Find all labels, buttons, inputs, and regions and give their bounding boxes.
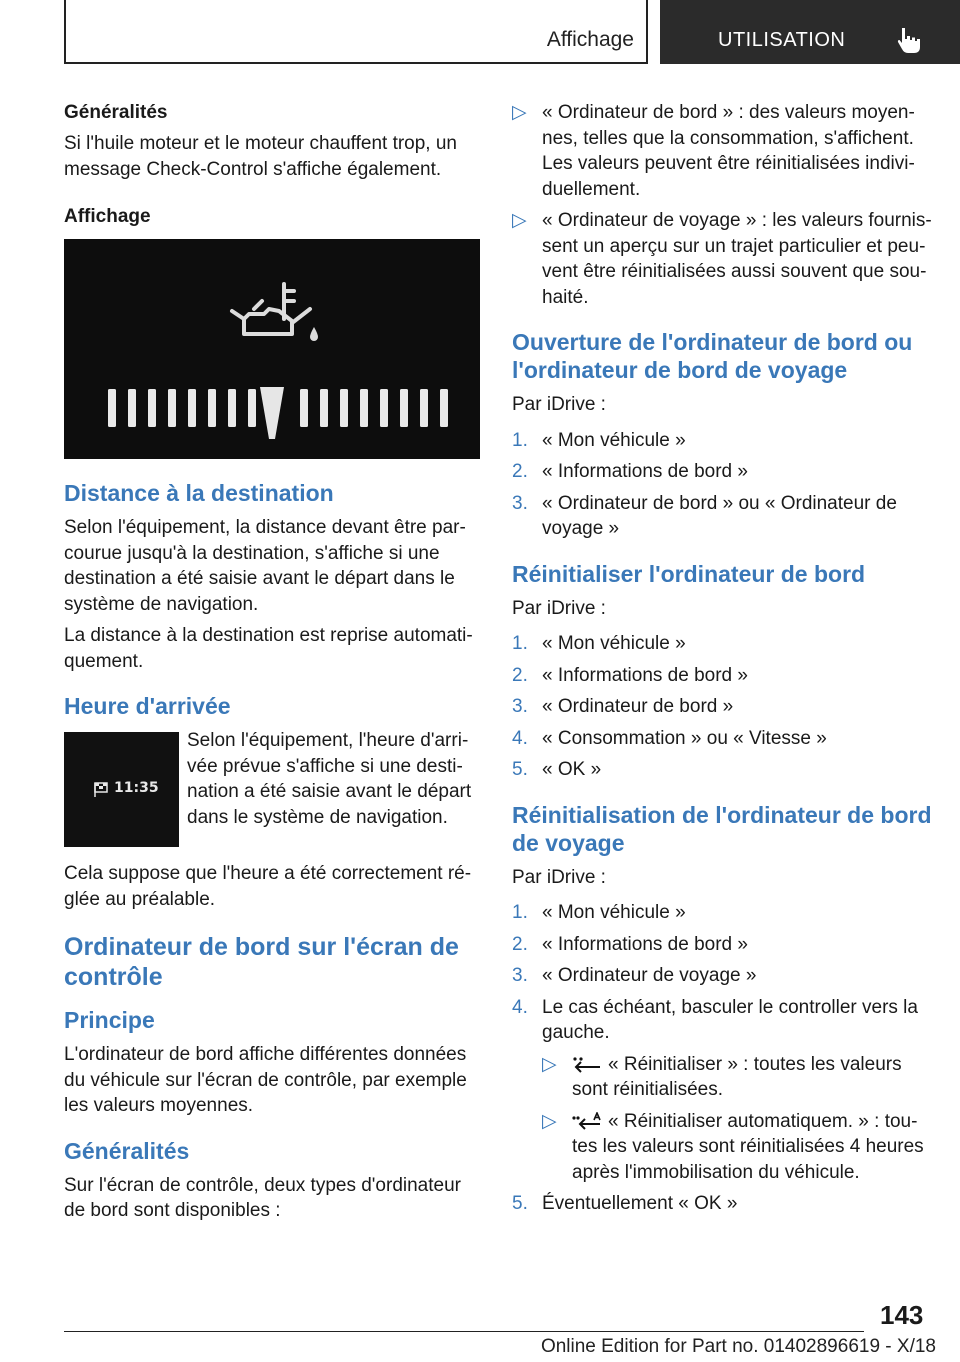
auto-reset-arrow-icon xyxy=(572,1112,602,1130)
gauge-bar xyxy=(188,389,196,427)
bullet-mark: ▷ xyxy=(512,102,527,123)
gauge-bar xyxy=(108,389,116,427)
bullet-text: « Ordinateur de voyage » : les valeurs fournissent un aperçu sur un trajet particulier et peuvent être réinitialisées aussi souvent que souhaité. xyxy=(542,210,932,308)
reinit-intro: Par iDrive : xyxy=(512,597,606,619)
gauge-bar xyxy=(360,389,368,427)
list-item xyxy=(512,208,932,310)
step-number: 3. xyxy=(512,492,528,514)
list-item xyxy=(512,995,932,1046)
generalites-text: Si l'huile moteur et le moteur chauffent trop, un message Check-Control s'affiche également. xyxy=(64,133,457,180)
gauge-bar xyxy=(248,389,256,427)
arrival-time-value: 11:35 xyxy=(114,780,159,796)
generalites-heading: Généralités xyxy=(64,102,168,123)
ouverture-intro: Par iDrive : xyxy=(512,394,606,415)
left-column xyxy=(64,100,480,1230)
step-number: 5. xyxy=(512,1193,528,1214)
step-text: Éventuellement « OK » xyxy=(542,1193,738,1214)
step-number: 1. xyxy=(512,902,528,923)
step-text: « Consommation » ou « Vitesse » xyxy=(542,727,827,749)
header-chapter-box xyxy=(660,0,960,64)
distance-heading: Distance à la destination xyxy=(64,480,334,506)
step-number: 3. xyxy=(512,965,528,986)
step-text: « Ordinateur de voyage » xyxy=(542,965,757,986)
reinit-heading: Réinitialiser l'ordinateur de bord xyxy=(512,560,866,587)
heure-heading: Heure d'arrivée xyxy=(64,693,231,719)
gauge-bar xyxy=(420,389,428,427)
distance-text-2: La distance à la destination est reprise automatiquement. xyxy=(64,625,473,672)
heure-text-2: Cela suppose que l'heure a été correctement réglée au préalable. xyxy=(64,863,472,910)
list-item xyxy=(512,459,932,485)
page-number: 143 xyxy=(880,1300,924,1330)
list-item xyxy=(512,428,932,454)
gauge-bar xyxy=(208,389,216,427)
step-number: 2. xyxy=(512,461,528,482)
oil-temperature-figure xyxy=(64,239,480,459)
step-number: 1. xyxy=(512,429,528,451)
step-text: « Ordinateur de bord » xyxy=(542,696,734,717)
header-section-box xyxy=(64,0,648,64)
sub-list-item xyxy=(512,1109,932,1186)
list-item xyxy=(512,932,932,958)
list-item xyxy=(512,726,932,752)
reinit2-intro: Par iDrive : xyxy=(512,866,606,888)
step-text: « Mon véhicule » xyxy=(542,633,686,654)
step-number: 4. xyxy=(512,727,528,749)
list-item xyxy=(512,663,932,689)
step-number: 4. xyxy=(512,996,528,1018)
step-number: 5. xyxy=(512,759,528,780)
gauge-bar xyxy=(148,389,156,427)
step-text: « OK » xyxy=(542,759,602,780)
header-section-title: Affichage xyxy=(546,28,634,51)
gauge-bar xyxy=(380,389,388,427)
gauge-bar xyxy=(340,389,348,427)
right-column xyxy=(512,100,932,1223)
principe-heading: Principe xyxy=(64,1007,155,1033)
arrival-time-figure xyxy=(64,732,179,847)
list-item xyxy=(512,963,932,989)
gauge-bar xyxy=(128,389,136,427)
step-text: « Informations de bord » xyxy=(542,933,748,955)
affichage-heading: Affichage xyxy=(64,206,151,227)
footer-edition: Online Edition for Part no. 01402896619 - X/18 xyxy=(540,1336,936,1357)
reinit2-heading: Réinitialisation de l'ordinateur de bord de voyage xyxy=(512,801,932,856)
list-item xyxy=(512,1191,932,1217)
list-item xyxy=(512,100,932,202)
flag-icon xyxy=(92,780,110,798)
list-item xyxy=(512,694,932,720)
step-text: « Mon véhicule » xyxy=(542,429,686,451)
step-number: 1. xyxy=(512,633,528,654)
gauge-bar xyxy=(300,389,308,427)
ordinateur-heading: Ordinateur de bord sur l'écran de contrôle xyxy=(64,933,459,991)
sub-item-text: « Réinitialiser automatiquem. » : toutes les valeurs sont réinitialisées 4 heures après l'immobilisation du véhicule. xyxy=(572,1110,924,1183)
step-text: « Informations de bord » xyxy=(542,664,748,686)
gauge-bar xyxy=(228,389,236,427)
step-text: Le cas échéant, basculer le controller vers la gauche. xyxy=(542,996,918,1043)
bullet-mark: ▷ xyxy=(512,210,527,231)
bullet-mark: ▷ xyxy=(542,1110,557,1132)
generalites2-heading: Généralités xyxy=(64,1137,190,1164)
sub-item-text: « Réinitialiser » : toutes les valeurs sont réinitialisées. xyxy=(572,1053,902,1100)
step-text: « Mon véhicule » xyxy=(542,902,686,923)
distance-text-1: Selon l'équipement, la distance devant être parcourue jusqu'à la destination, s'affiche si une destination a été saisie avant le départ dans le système de navigation. xyxy=(64,517,466,615)
step-text: « Informations de bord » xyxy=(542,461,748,482)
step-text: « Ordinateur de bord » ou « Ordinateur de voyage » xyxy=(542,492,897,539)
step-number: 2. xyxy=(512,664,528,686)
heure-text: Selon l'équipement, l'heure d'arrivée prévue s'affiche si une destination a été saisie avant le départ dans le système de navigation. xyxy=(187,730,472,828)
gauge-bar xyxy=(400,389,408,427)
list-item xyxy=(512,491,932,542)
principe-text: L'ordinateur de bord affiche différentes données du véhicule sur l'écran de contrôle, par exemple les valeurs moyennes. xyxy=(64,1044,467,1116)
bullet-text: « Ordinateur de bord » : des valeurs moyennes, telles que la consommation, s'affichent. Les valeurs peuvent être réinitialisées individuellement. xyxy=(542,102,915,200)
sub-list-item xyxy=(512,1052,932,1103)
gauge-bar xyxy=(440,389,448,427)
oil-temperature-icon xyxy=(64,239,480,459)
gauge-bar xyxy=(168,389,176,427)
gauge-bar xyxy=(320,389,328,427)
hand-pointer-icon xyxy=(896,26,922,54)
list-item xyxy=(512,900,932,926)
ouverture-heading: Ouverture de l'ordinateur de bord ou l'ordinateur de bord de voyage xyxy=(512,329,913,383)
list-item xyxy=(512,757,932,783)
bullet-mark: ▷ xyxy=(542,1053,557,1075)
step-number: 2. xyxy=(512,933,528,955)
generalites2-text: Sur l'écran de contrôle, deux types d'ordinateur de bord sont disponibles : xyxy=(64,1174,461,1221)
reset-arrow-icon xyxy=(572,1055,602,1073)
footer-divider xyxy=(64,1331,864,1332)
step-number: 3. xyxy=(512,696,528,717)
header-chapter-title: UTILISATION xyxy=(718,29,846,51)
list-item xyxy=(512,631,932,657)
